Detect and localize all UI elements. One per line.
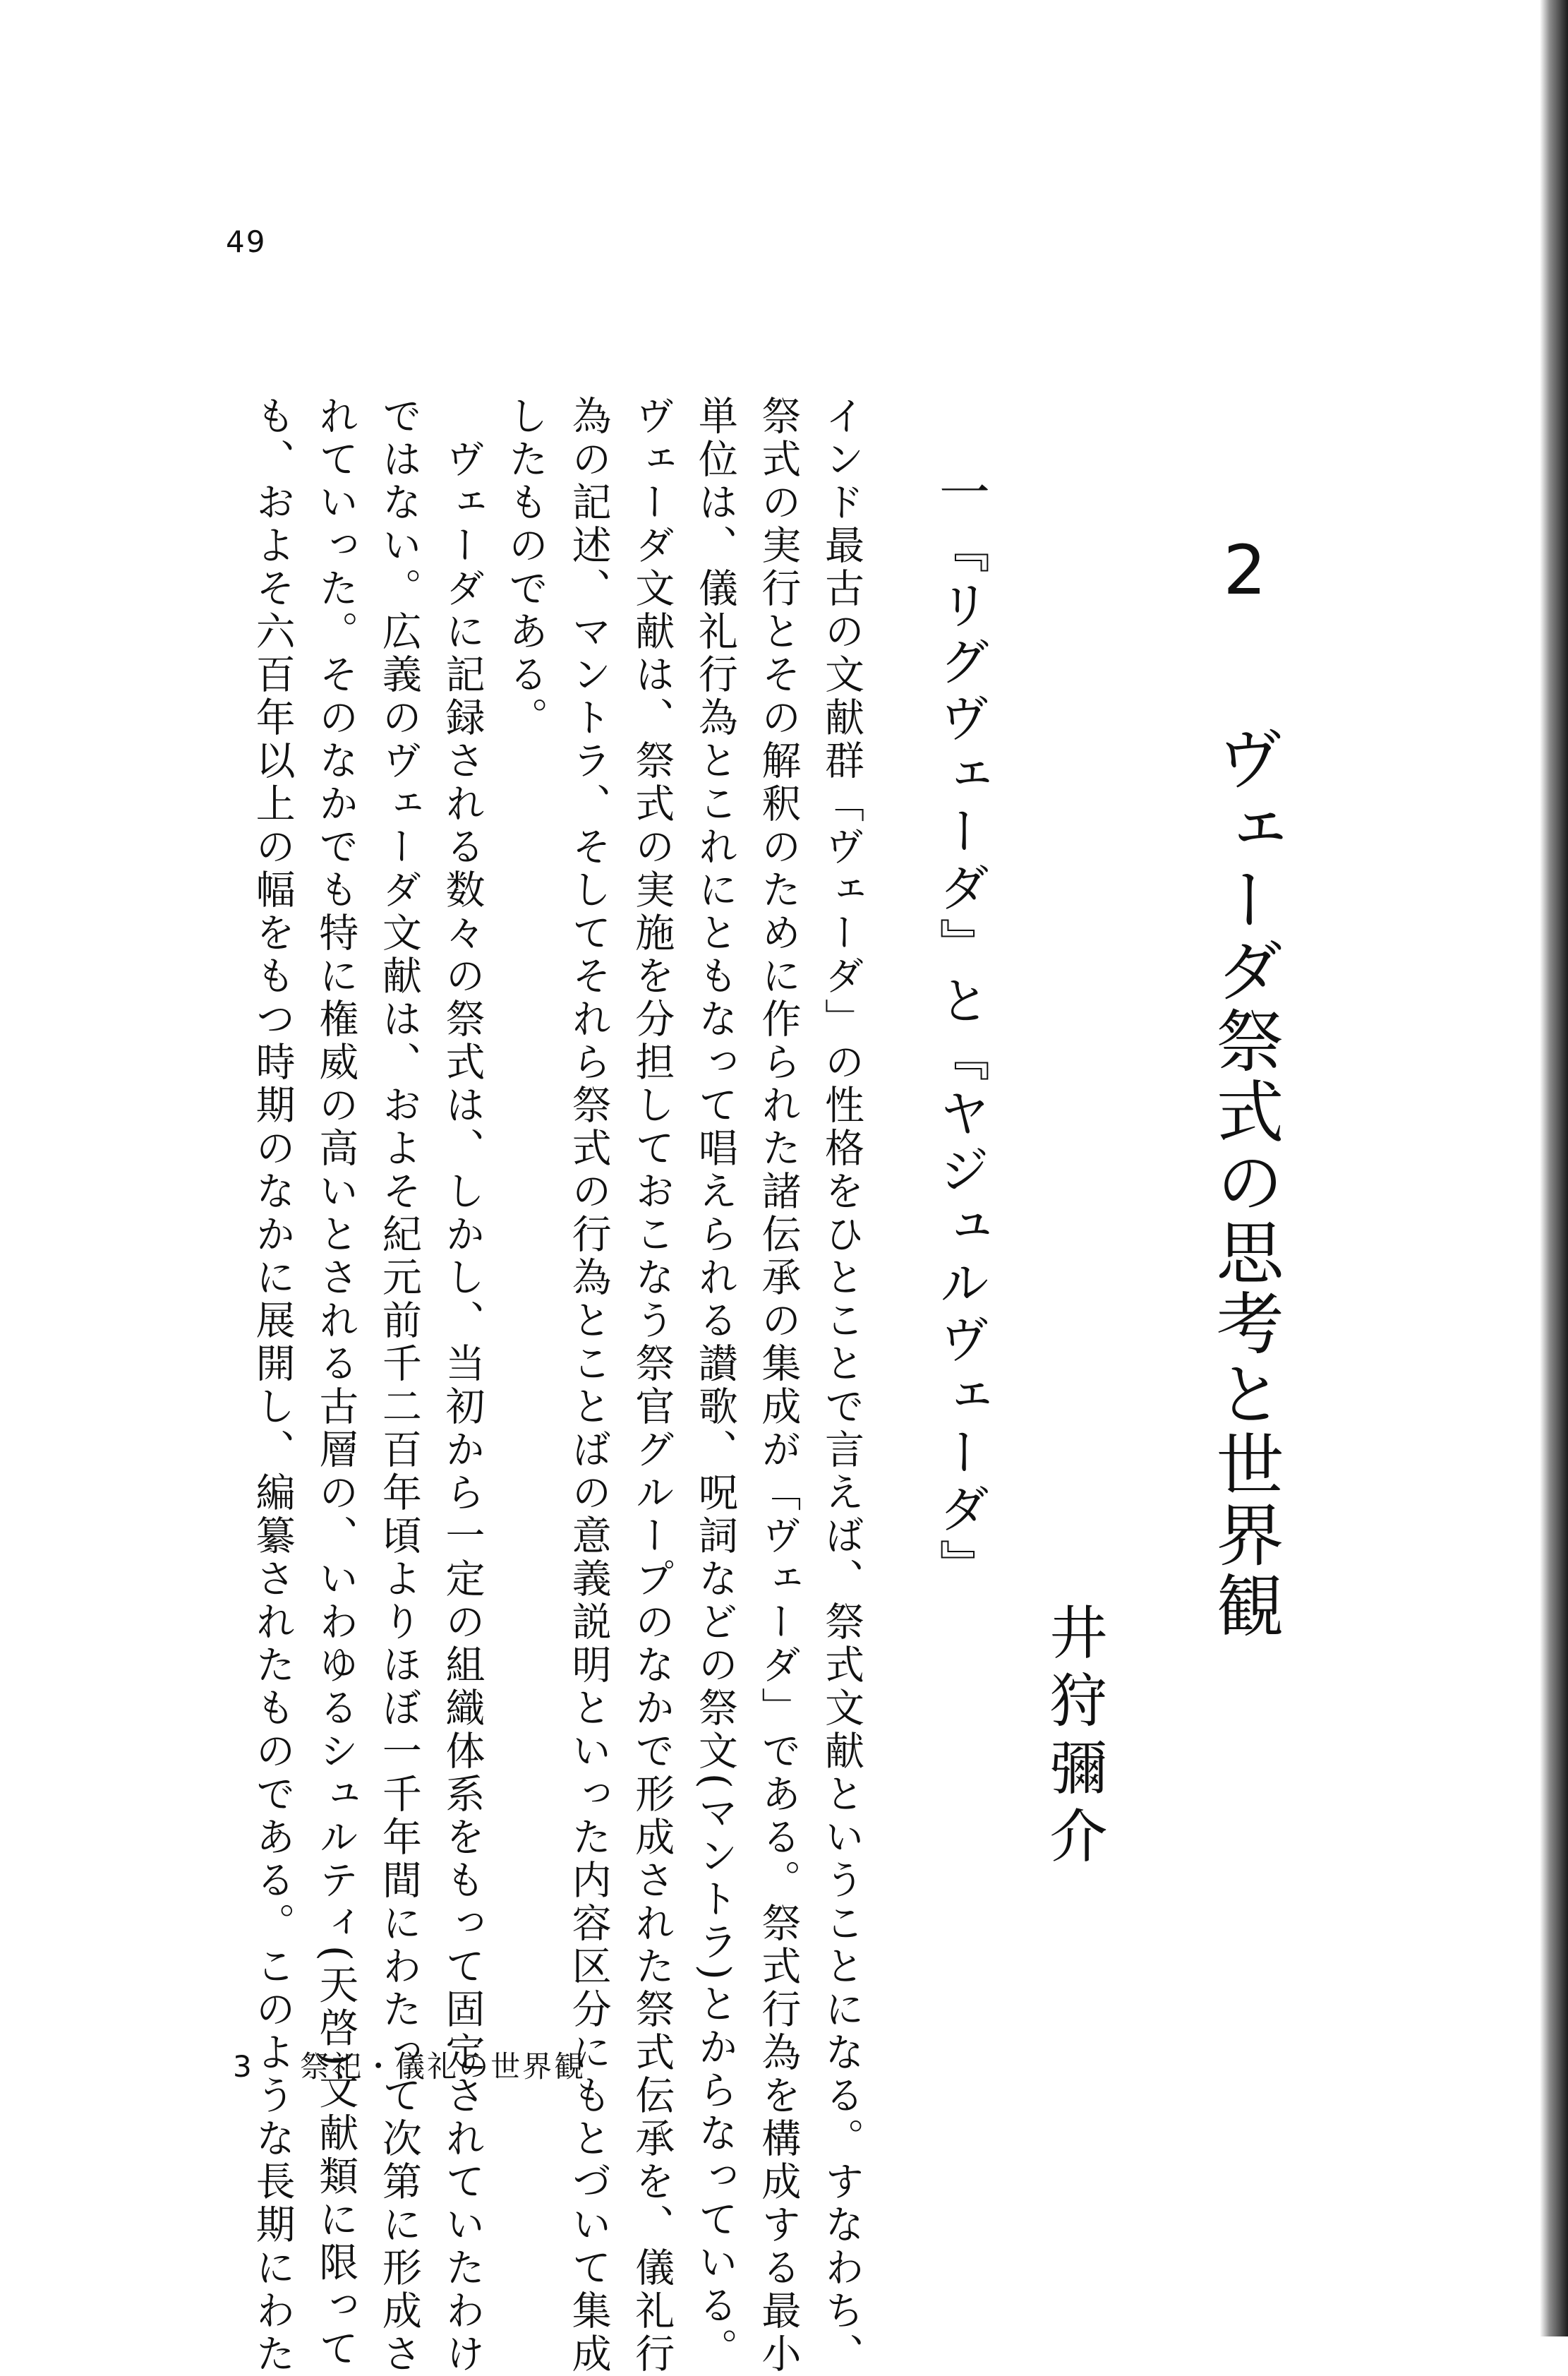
body-line: ヴェーダ文献は、祭式の実施を分担しておこなう祭官グループのなかで形成された祭式伝承を、儀礼行	[629, 395, 675, 2376]
body-line: ではない。広義のヴェーダ文献は、およそ紀元前千二百年頃よりほぼ一千年間にわたって次第に形成さ	[375, 395, 422, 2376]
body-line: インド最古の文献群「ヴェーダ」の性格をひとことで言えば、祭式文献ということになる。すなわち、	[819, 395, 864, 2376]
footer-part-number: 3	[233, 2049, 254, 2084]
author-name: 井狩彌介	[1040, 1602, 1107, 1873]
running-footer	[233, 2044, 586, 2086]
body-line: 単位は、儀礼行為とこれにともなって唱えられる讃歌、呪詞などの祭文(マントラ)とからなっている。	[692, 395, 738, 2371]
body-line: 祭式の実行とその解釈のために作られた諸伝承の集成が「ヴェーダ」である。祭式行為を構成する最小	[755, 395, 802, 2376]
footer-part-title: 祭祀・儀礼の世界観	[300, 2049, 586, 2084]
chapter-number: 2	[1223, 536, 1267, 604]
page-binding-edge	[1540, 0, 1568, 2336]
body-line: ヴェーダに記録される数々の祭式は、しかし、当初から一定の組織体系をもって固定されていたわけ	[439, 395, 486, 2376]
chapter-title-separator	[1205, 629, 1284, 700]
body-line: したものである。	[502, 395, 549, 740]
body-line: 為の記述、マントラ、そしてそれら祭式の行為とことばの意義説明といった内容区分にもとづいて集成	[565, 395, 612, 2376]
body-line: も、およそ六百年以上の幅をもつ時期のなかに展開し、編纂されたものである。このような長期にわた	[249, 395, 296, 2376]
section-heading: 一『リグヴェーダ』と『ヤジュルヴェーダ』	[931, 466, 990, 1595]
footer-separator	[265, 2049, 289, 2084]
chapter-title-block	[1205, 536, 1284, 1642]
body-line: れていった。そのなかでも特に権威の高いとされる古層の、いわゆるシュルティ(天啓)文献類に限って	[313, 395, 359, 2371]
page-number: 49	[226, 224, 267, 259]
chapter-title: ヴェーダ祭式の思考と世界観	[1205, 724, 1284, 1642]
